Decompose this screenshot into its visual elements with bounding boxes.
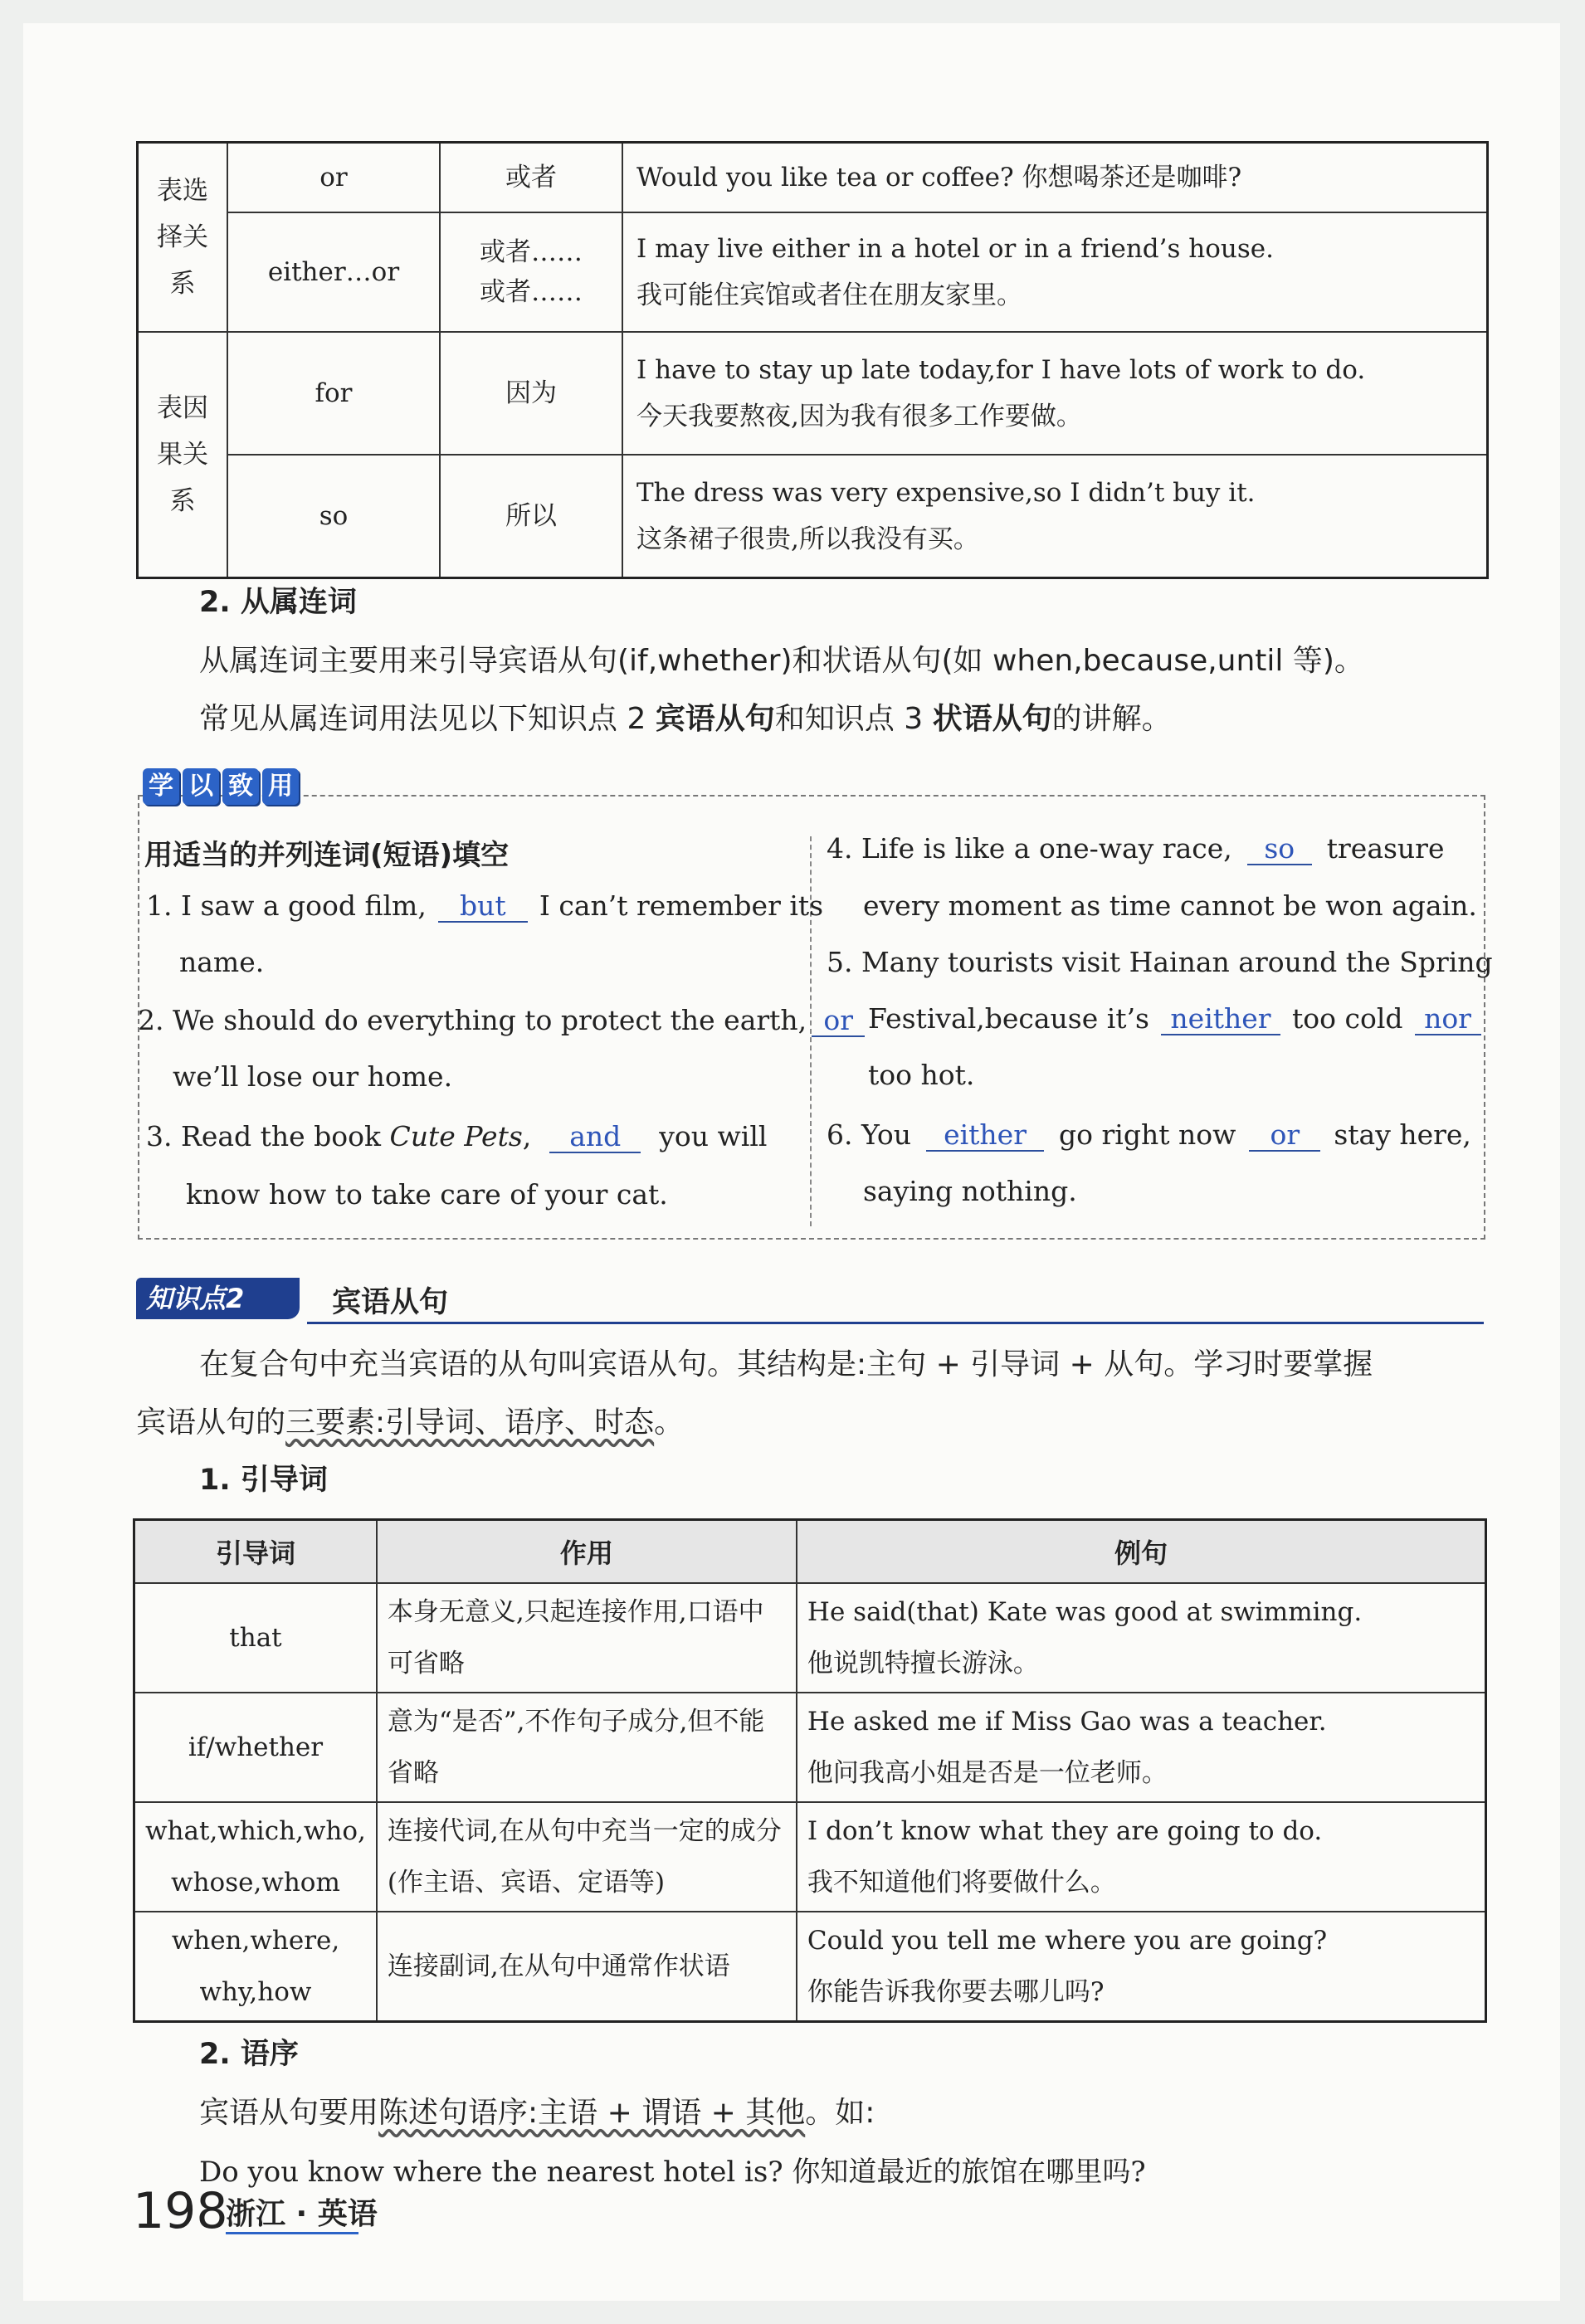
tag-char: 致 — [222, 768, 259, 805]
practice-tag — [143, 768, 299, 805]
example-cell — [797, 1912, 1486, 2022]
text: go right now — [1059, 1118, 1236, 1151]
bold-text: 宾语从句 — [655, 702, 775, 736]
example-en: I may live either in a hotel or in a friend’s house. — [636, 234, 1274, 264]
table-row — [138, 212, 1488, 332]
question-5-cont: too hot. — [868, 1059, 975, 1091]
example-sentence: Do you know where the nearest hotel is? 你知道最近的旅馆在哪里吗? — [199, 2156, 1146, 2189]
meaning-cell: 所以 — [440, 455, 622, 578]
meaning-cell: 或者 — [440, 143, 622, 213]
header-rule — [307, 1322, 1484, 1324]
question-2 — [138, 1004, 865, 1037]
text: 4. Life is like a one-way race, — [827, 832, 1232, 865]
paragraph: 从属连词主要用来引导宾语从句(if,whether)和状语从句(如 when,because,until 等)。 — [199, 644, 1364, 678]
question-6-cont: saying nothing. — [863, 1175, 1077, 1207]
emphasis: 三要素:引导词、语序、时态 — [285, 1406, 655, 1440]
text: 。 — [654, 1406, 685, 1440]
table-row — [138, 455, 1488, 578]
text: 2. We should do everything to protect the earth, — [138, 1004, 807, 1036]
introducer-cell: when,where, why,how — [134, 1912, 377, 2022]
question-5: 5. Many tourists visit Hainan around the Spring — [827, 946, 1493, 978]
example-cell — [622, 455, 1488, 578]
column-header: 例句 — [797, 1520, 1486, 1584]
section-heading: 2. 从属连词 — [199, 586, 357, 619]
paragraph — [199, 2089, 875, 2132]
text: treasure — [1326, 832, 1445, 865]
table-row — [134, 1693, 1486, 1802]
question-3 — [146, 1120, 767, 1153]
question-3-cont: know how to take care of your cat. — [186, 1178, 668, 1211]
text: I can’t remember its — [539, 889, 824, 922]
category-cell: 表选择关系 — [138, 143, 228, 333]
answer: either — [926, 1120, 1044, 1152]
table-row — [134, 1912, 1486, 2022]
meaning-cell: 或者…… 或者…… — [440, 212, 622, 332]
example-zh: 我可能住宾馆或者住在朋友家里。 — [636, 280, 1022, 310]
page-number: 198 — [133, 2182, 228, 2240]
book-subtitle: 浙江 · 英语 — [226, 2197, 378, 2231]
bold-text: 状语从句 — [932, 702, 1052, 736]
example-zh: 他说凯特擅长游泳。 — [807, 1649, 1039, 1678]
role-cell: 连接代词,在从句中充当一定的成分(作主语、宾语、定语等) — [377, 1802, 797, 1912]
introducer-table — [133, 1518, 1487, 2023]
example-en: I don’t know what they are going to do. — [807, 1816, 1323, 1846]
section-heading: 1. 引导词 — [199, 1464, 328, 1497]
example-cell — [622, 332, 1488, 455]
paragraph — [199, 695, 1172, 738]
introducer-cell: if/whether — [134, 1693, 377, 1802]
question-4-cont: every moment as time cannot be won again. — [863, 889, 1477, 922]
text: 宾语从句的 — [136, 1406, 286, 1440]
column-header: 引导词 — [134, 1520, 377, 1584]
question-5-cont — [868, 1002, 1481, 1035]
text: Festival,because it’s — [868, 1002, 1149, 1035]
text: 和知识点 3 — [774, 702, 933, 736]
example-en: Would you like tea or coffee? 你想喝茶还是咖啡? — [636, 163, 1242, 192]
text: 1. I saw a good film, — [146, 889, 427, 922]
table-row — [138, 143, 1488, 213]
tag-char: 用 — [262, 768, 299, 805]
answer: so — [1247, 834, 1312, 865]
answer: and — [549, 1122, 641, 1153]
table-header — [134, 1520, 1486, 1584]
conjunction-table — [136, 141, 1489, 579]
meaning-cell: 因为 — [440, 332, 622, 455]
question-4 — [827, 832, 1444, 865]
emphasis: 陈述句语序:主语 + 谓语 + 其他 — [378, 2096, 806, 2130]
table-row — [138, 332, 1488, 455]
text: 。如: — [805, 2096, 875, 2130]
example-zh: 这条裙子很贵,所以我没有买。 — [636, 524, 979, 554]
answer: nor — [1415, 1004, 1481, 1035]
text: 3. Read the book — [146, 1120, 390, 1152]
example-cell — [622, 143, 1488, 213]
example-en: Could you tell me where you are going? — [807, 1926, 1328, 1956]
example-zh: 你能告诉我你要去哪儿吗? — [807, 1977, 1105, 2007]
tag-char: 学 — [143, 768, 179, 805]
knowledge-title: 宾语从句 — [332, 1286, 449, 1319]
answer: or — [1249, 1120, 1320, 1152]
text: you will — [659, 1120, 768, 1152]
text: 6. You — [827, 1118, 912, 1151]
introducer-cell: that — [134, 1583, 377, 1693]
question-6 — [827, 1118, 1471, 1152]
conjunction-cell: or — [227, 143, 440, 213]
example-zh: 今天我要熬夜,因为我有很多工作要做。 — [636, 402, 1082, 431]
table-row — [134, 1583, 1486, 1693]
example-en: The dress was very expensive,so I didn’t buy it. — [636, 478, 1256, 508]
column-header: 作用 — [377, 1520, 797, 1584]
text: 的讲解。 — [1051, 702, 1172, 736]
answer: or — [812, 1006, 865, 1037]
text: 宾语从句要用 — [199, 2096, 379, 2130]
paragraph — [136, 1399, 684, 1441]
category-cell: 表因果关系 — [138, 332, 228, 578]
text: , — [522, 1120, 532, 1152]
example-zh: 我不知道他们将要做什么。 — [807, 1868, 1116, 1898]
role-cell: 连接副词,在从句中通常作状语 — [377, 1912, 797, 2022]
role-cell: 意为“是否”,不作句子成分,但不能省略 — [377, 1693, 797, 1802]
book-title: Cute Pets — [389, 1120, 523, 1152]
question-1 — [146, 889, 823, 923]
text: too cold — [1292, 1002, 1403, 1035]
conjunction-cell: for — [227, 332, 440, 455]
example-en: He said(that) Kate was good at swimming. — [807, 1597, 1363, 1627]
example-en: I have to stay up late today,for I have lots of work to do. — [636, 355, 1366, 385]
example-en: He asked me if Miss Gao was a teacher. — [807, 1707, 1327, 1737]
answer: neither — [1161, 1004, 1280, 1035]
example-cell — [797, 1693, 1486, 1802]
introducer-cell: what,which,who, whose,whom — [134, 1802, 377, 1912]
footer-rule — [226, 2232, 358, 2234]
example-zh: 他问我高小姐是否是一位老师。 — [807, 1758, 1168, 1788]
table-row — [134, 1802, 1486, 1912]
example-cell — [797, 1583, 1486, 1693]
question-2-cont: we’ll lose our home. — [173, 1060, 453, 1093]
example-cell — [797, 1802, 1486, 1912]
tag-char: 以 — [183, 768, 219, 805]
section-heading: 2. 语序 — [199, 2038, 299, 2071]
conjunction-cell: either…or — [227, 212, 440, 332]
text: 常见从属连词用法见以下知识点 2 — [199, 702, 656, 736]
conjunction-cell: so — [227, 455, 440, 578]
role-cell: 本身无意义,只起连接作用,口语中可省略 — [377, 1583, 797, 1693]
paragraph: 在复合句中充当宾语的从句叫宾语从句。其结构是:主句 + 引导词 + 从句。学习时要掌握 — [199, 1347, 1373, 1381]
knowledge-badge: 知识点2 — [136, 1278, 300, 1319]
text: stay here, — [1334, 1118, 1471, 1151]
instruction: 用适当的并列连词(短语)填空 — [144, 839, 510, 872]
question-1-cont: name. — [179, 946, 265, 978]
example-cell — [622, 212, 1488, 332]
answer: but — [438, 891, 528, 923]
